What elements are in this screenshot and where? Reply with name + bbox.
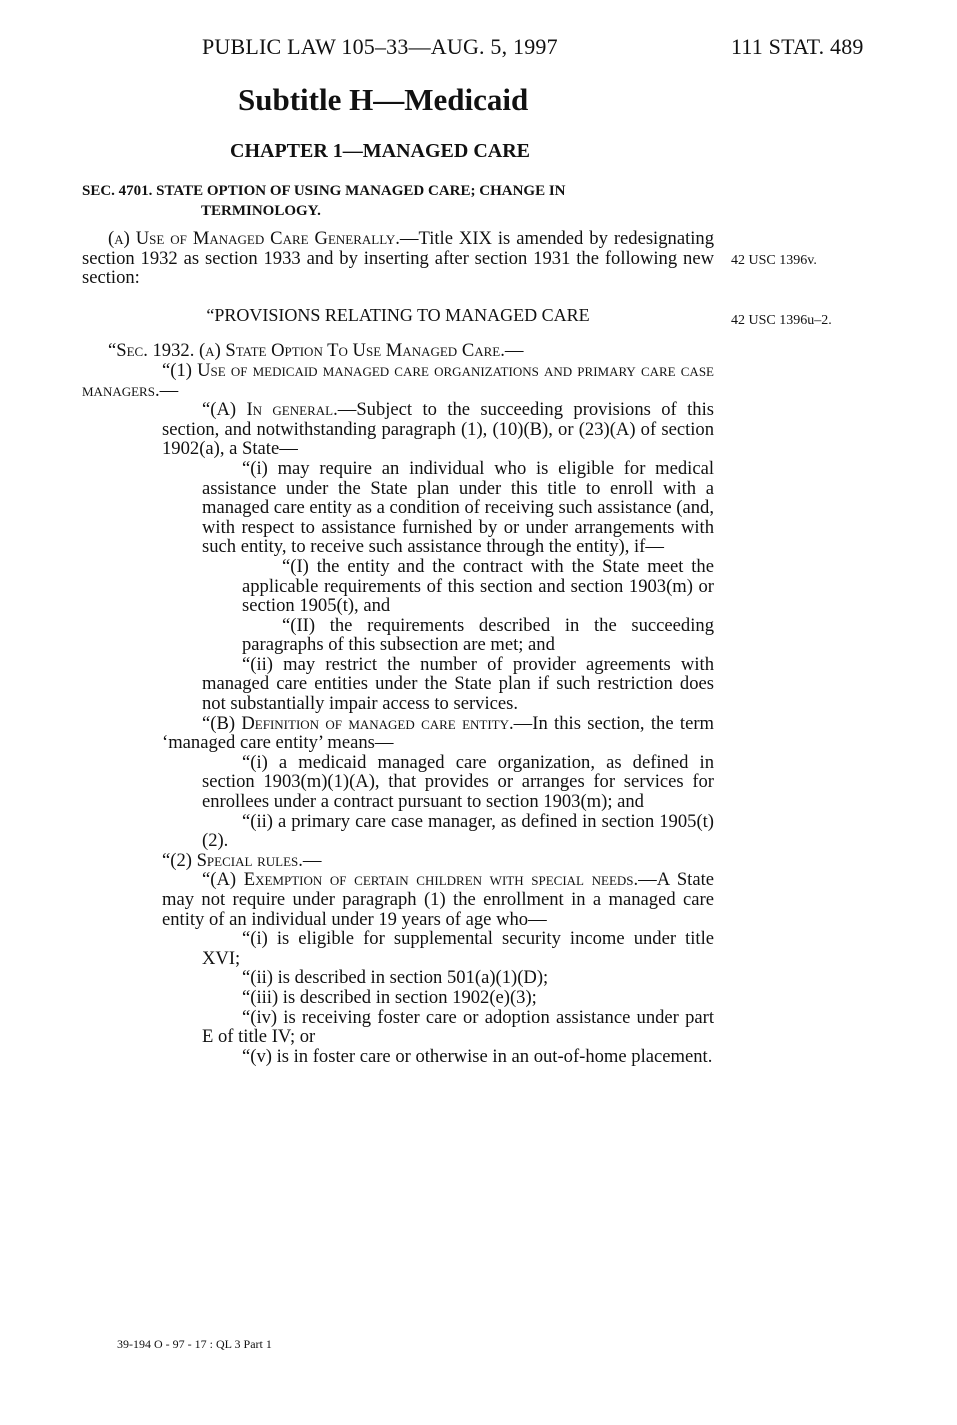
section-heading-line1: SEC. 4701. STATE OPTION OF USING MANAGED CARE; CHANGE IN bbox=[82, 183, 566, 199]
paragraph-A-text: —Subject to the succeeding provisions of this section, and notwithstanding paragraph (1), (10)(B), or (23)(A) of section 1902(a), a State— bbox=[162, 399, 714, 460]
paragraph-2A-clause-iv: “(iv) is receiving foster care or adoption assistance under part E of title IV; or bbox=[202, 1006, 714, 1048]
print-job-footer: 39-194 O - 97 - 17 : QL 3 Part 1 bbox=[117, 1337, 272, 1351]
chapter-heading: CHAPTER 1—MANAGED CARE bbox=[230, 140, 530, 162]
paragraph-a bbox=[82, 229, 714, 288]
paragraph-a-heading: (a) Use of Managed Care Generally. bbox=[108, 228, 400, 249]
paragraph-B-text: —In this section, the term ‘managed care entity’ means— bbox=[162, 712, 714, 754]
subclause-II: “(II) the requirements described in the succeeding paragraphs of this subsection are met; and bbox=[242, 614, 714, 656]
subclause-I: “(I) the entity and the contract with the State meet the applicable requirements of this section and section 1903(m) or section 1905(t), and bbox=[242, 555, 714, 617]
section-heading bbox=[82, 181, 722, 221]
margin-note-usc-1396v: 42 USC 1396v. bbox=[731, 253, 817, 268]
document-body bbox=[82, 229, 714, 1066]
sec-1932-heading: “Sec. 1932. (a) State Option To Use Managed Care.— bbox=[108, 340, 524, 362]
section-heading-line2: TERMINOLOGY. bbox=[201, 203, 321, 219]
running-header-left: PUBLIC LAW 105–33—AUG. 5, 1997 bbox=[202, 34, 558, 59]
paragraph-2A-heading: “(A) Exemption of certain children with special needs. bbox=[202, 869, 639, 891]
paragraph-1-heading: “(1) Use of medicaid managed care organizations and primary care case managers.— bbox=[82, 359, 714, 401]
paragraph-2A-clause-v: “(v) is in foster care or otherwise in an out-of-home placement. bbox=[242, 1045, 713, 1067]
paragraph-2A-clause-iii: “(iii) is described in section 1902(e)(3); bbox=[242, 986, 537, 1008]
clause-ii: “(ii) may restrict the number of provider agreements with managed care entities under the State plan if such restriction does not substantially impair access to services. bbox=[202, 653, 714, 715]
paragraph-2-heading: “(2) Special rules.— bbox=[162, 849, 322, 871]
clause-i: “(i) may require an individual who is eligible for medical assistance under the State plan under this title to enroll with a managed care entity as a condition of receiving such assistance (and, with respect to assistance furnished by or under arrangements with such entity, to receive such assistance through the entity), if— bbox=[202, 457, 714, 558]
provisions-heading: “PROVISIONS RELATING TO MANAGED CARE bbox=[206, 304, 590, 325]
subtitle-heading: Subtitle H—Medicaid bbox=[238, 82, 529, 117]
paragraph-B bbox=[82, 714, 714, 753]
paragraph-2A-clause-i: “(i) is eligible for supplemental security income under title XVI; bbox=[202, 928, 714, 969]
margin-note-usc-1396u-2: 42 USC 1396u–2. bbox=[731, 313, 832, 328]
paragraph-B-clause-ii: “(ii) a primary care case manager, as defined in section 1905(t)(2). bbox=[202, 810, 714, 852]
paragraph-2A bbox=[82, 870, 714, 929]
paragraph-A-heading: “(A) In general. bbox=[202, 399, 338, 421]
paragraph-B-heading: “(B) Definition of managed care entity. bbox=[202, 712, 514, 734]
paragraph-a-text: —Title XIX is amended by redesignating section 1932 as section 1933 and by inserting after section 1931 the following new section: bbox=[82, 228, 714, 289]
paragraph-2A-clause-ii: “(ii) is described in section 501(a)(1)(D); bbox=[242, 967, 549, 989]
paragraph-A bbox=[82, 400, 714, 459]
paragraph-B-clause-i: “(i) a medicaid managed care organization, as defined in section 1903(m)(1)(A), that provides or arranges for services for enrollees under a contract pursuant to section 1903(m); and bbox=[202, 751, 714, 813]
paragraph-2A-text: —A State may not require under paragraph (1) the enrollment in a managed care entity of an individual under 19 years of age who— bbox=[162, 869, 714, 930]
running-header-page-number: 111 STAT. 489 bbox=[731, 34, 864, 59]
